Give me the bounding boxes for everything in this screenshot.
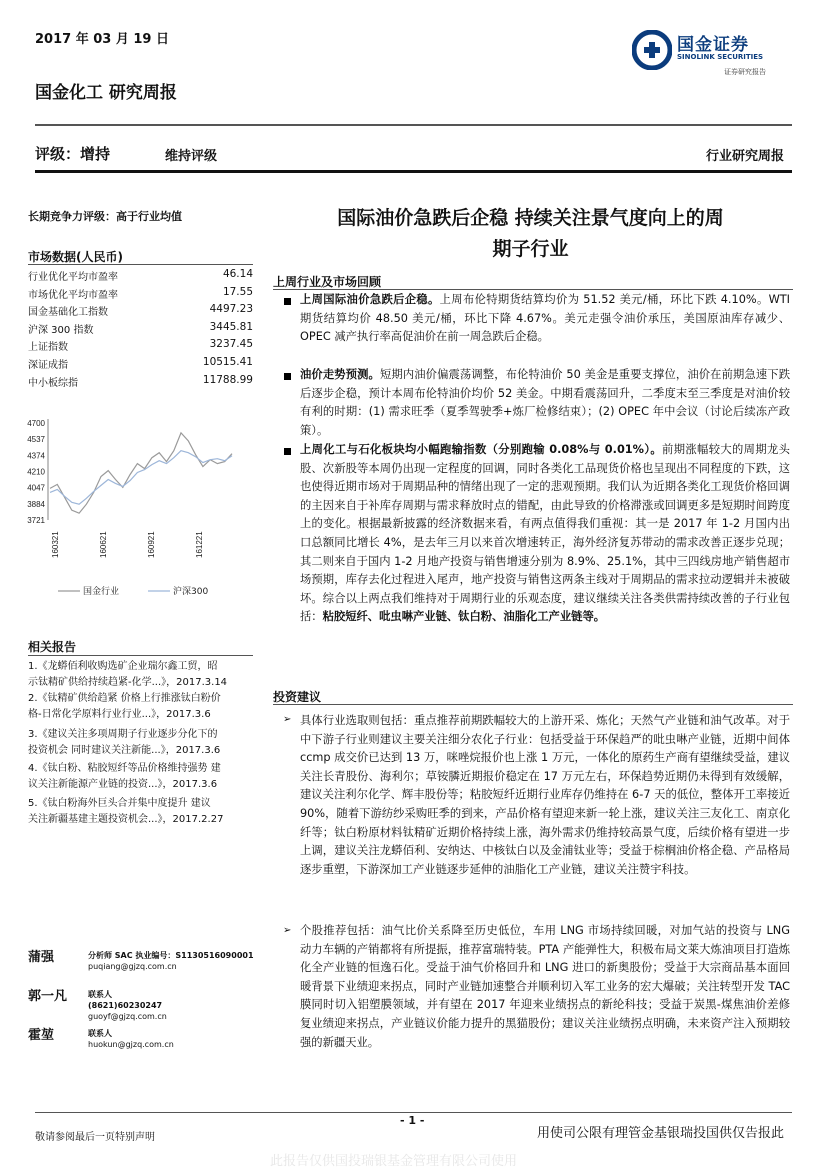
section-divider <box>273 704 793 705</box>
legend-label-hs300: 沪深300 <box>173 587 209 597</box>
x-tick-label: 160921 <box>147 531 156 558</box>
series-line-industry <box>50 433 232 513</box>
y-tick-label: 3721 <box>27 516 45 525</box>
related-report-item[interactable]: 1.《龙蟒佰利收购选矿企业瑞尔鑫工贸，昭 示钛精矿供给持续趋紧-化学...》，2017.3.14 <box>28 661 228 688</box>
market-data-divider <box>28 264 253 265</box>
market-row: 上证指数 3237.45 <box>28 338 253 354</box>
main-title: 国际油价急跌后企稳 持续关注景气度向上的周 期子行业 <box>337 207 724 260</box>
watermark-text: 此报告仅供国投瑞银基金管理有限公司使用 <box>270 1154 518 1169</box>
section-title-review: 上周行业及市场回顾 <box>273 275 382 289</box>
x-tick-label: 161221 <box>195 531 204 558</box>
sinolink-logo-icon <box>632 30 672 70</box>
rating-sub: 维持评级 <box>165 149 218 164</box>
y-tick-label: 3884 <box>27 499 45 509</box>
brand-name: 国金证券 <box>677 35 749 55</box>
x-tick-label: 160321 <box>51 531 60 558</box>
paragraph-oil-price: 上周国际油价急跌后企稳。上周布伦特期货结算均价为 51.52 美元/桶，环比下跌 4.10%。WTI 期货结算均价 48.50 美元/桶，环比下降 4.67%。美元走强令油价承压，美国原油库存减少、OPEC 减产执行率高促油价在前一周急跌后企稳。 <box>300 293 790 344</box>
report-type: 行业研究周报 <box>705 149 784 164</box>
series-line-hs300 <box>50 451 232 505</box>
y-tick-label: 4047 <box>27 483 45 493</box>
y-tick-label: 4700 <box>27 419 45 428</box>
header-divider-thick <box>35 170 792 173</box>
related-report-item[interactable]: 4.《钛白粉、粘胶短纤等品价格维持强势 建 议关注新能源产业链的投资...》，2017.3.6 <box>28 763 221 790</box>
market-row: 沪深 300 指数 3445.81 <box>28 320 253 336</box>
arrow-bullet-icon: ➢ <box>283 925 292 936</box>
related-report-item[interactable]: 2.《钛精矿供给趋紧 价格上行推涨钛白粉价 格-日常化学原料行业行业...》，2017.3.6 <box>28 693 221 720</box>
market-row: 国金基础化工指数 4497.23 <box>28 303 253 319</box>
y-tick-label: 4210 <box>27 467 45 477</box>
footer-divider <box>35 1112 792 1113</box>
related-divider <box>28 655 253 656</box>
legend-label-industry: 国金行业 <box>83 587 120 597</box>
y-tick-label: 4537 <box>27 435 45 445</box>
analyst-info: 联系人 (8621)60230247 guoyf@gjzq.com.cn <box>88 990 167 1021</box>
market-row: 深证成指 10515.41 <box>28 356 253 371</box>
analyst-info: 分析师 SAC 执业编号：S1130516090001 puqiang@gjzq.com.cn <box>88 951 254 971</box>
paragraph-sector-performance: 上周化工与石化板块均小幅跑输指数（分别跑输 0.08%与 0.01%）。前期涨幅较大的周期龙头股、次新股等本周仍出现一定程度的回调，同时各类化工品现货价格也呈现出不同程度的下跌，这也使得近期市场对于周期品种的情绪出现了一定的悲观预期。我们认为近期各类化工现货价格回调的主因来自于补库存周期与需求释放时点的错配，由此导致的价格滞涨或回调更多是短期时间跨度上的变化。根据最新披露的经济数据来看，有两点值得我们重视：其一是 2017 年 1-2 月国内出口总额同比增长 4%，是去年三月以来首次增速转正，海外经济复苏带动的需求改善正逐步兑现；其二则来自于国内 1-2 月地产投资与销售增速分别为 8.9%、25.1%，其中三四线房地产销售超市场预期，库存去化过程进入尾声，地产投资与销售这两条主线对于周期品的需求拉动逻辑并未被破坏。综合以上两点我们维持对于周期行业的乐观态度，建议继续关注各类供需持续改善的子行业包括：粘胶短纤、吡虫啉产业链、钛白粉、油脂化工产业链等。 <box>300 443 790 624</box>
market-row: 行业优化平均市盈率 46.14 <box>28 268 253 283</box>
bullet-icon <box>284 448 291 455</box>
disclaimer-note: 敬请参阅最后一页特别声明 <box>35 1132 155 1143</box>
bullet-icon <box>284 373 291 380</box>
paragraph-oil-forecast: 油价走势预测。短期内油价偏震荡调整，布伦特油价 50 美金是重要支撑位，油价在前期急速下跌后逐步企稳，预计本周布伦特油价均价 52 美金。中期看震荡回升，二季度末至三季度是对油价较有利的时期：(1) 需求旺季（夏季驾驶季+炼厂检修结束）；(2) OPEC 年中会议（讨论后续冻产政策）。 <box>300 368 790 437</box>
header-divider <box>35 124 792 126</box>
x-tick-label: 160621 <box>99 531 108 558</box>
report-date: 2017 年 03 月 19 日 <box>35 32 169 47</box>
long-term-rating: 长期竞争力评级：高于行业均值 <box>28 210 182 223</box>
paragraph-industry-picks: 具体行业选取则包括：重点推荐前期跌幅较大的上游开采、炼化；天然气产业链和油气改革。对于中下游子行业则建议主要关注细分农化子行业：包括受益于环保趋严的吡虫啉产业链，近期中间体 ccmp 成交价已达到 13 万，咪唑烷报价也上涨 1 万元，一体化的原药生产商有望继续受益，建议关注长青股份、海利尔；草铵膦近期报价稳定在 17 万元左右，环保趋势近期仍未得到有效缓解，建议关注利尔化学、辉丰股份等；粘胶短纤近期行业库存仍维持在 6-7 天的低位，整体开工率接近 90%，随着下游纺纱采购旺季的到来，产品价格有望迎来新一轮上涨，建议关注三友化工、南京化纤等；钛白粉原材料钛精矿近期价格持续上涨，海外需求仍维持较高景气度，后续价格有望进一步上调，建议关注龙蟒佰利、安纳达、中核钛白以及金浦钛业等；受益于棕榈油价格企稳、产品格局逐步重塑，下游深加工产业链逐步延伸的油脂化工产业链，建议关注赞宇科技。 <box>300 714 790 876</box>
brand-name-en: SINOLINK SECURITIES <box>677 53 764 61</box>
analyst-name: 蒲强 <box>28 950 55 965</box>
rating: 评级：增持 <box>35 145 111 163</box>
market-row: 市场优化平均市盈率 17.55 <box>28 285 253 301</box>
analyst-info: 联系人 huokun@gjzq.com.cn <box>88 1029 174 1049</box>
paragraph-stock-picks: 个股推荐包括：油气比价关系降至历史低位，车用 LNG 市场持续回暖，对加气站的投资与 LNG 动力车辆的产销都将有所提振，推荐富瑞特装。PTA 产能弹性大，积极布局文莱大炼油项目打造炼化全产业链的恒逸石化。受益于油气价格回升和 LNG 进口的新奥股份；受益于大宗商品基本面回暖背景下业绩迎来拐点，同时产业链加速整合并顺利切入军工业务的宏大爆破；关注转型开发 TAC 膜同时切入铝塑膜领域，并有望在 2017 年迎来业绩拐点的新纶科技；受益于炭黑-煤焦油价差修复业绩迎来拐点，产业链议价能力提升的黑猫股份；建议关注业绩拐点明确，未来资产注入预期较强的新疆天业。 <box>300 924 790 1049</box>
bullet-icon <box>284 298 291 305</box>
market-row: 中小板综指 11788.99 <box>28 373 253 389</box>
analyst-name: 霍堃 <box>28 1028 55 1043</box>
page-number: - 1 - <box>400 1114 425 1127</box>
y-tick-label: 4374 <box>27 451 45 461</box>
brand-subtitle: 证券研究报告 <box>724 68 766 76</box>
related-report-item[interactable]: 5.《钛白粉海外巨头合并集中度提升 建议 关注新疆基建主题投资机会...》，2017.2.27 <box>28 798 224 825</box>
section-title-advice: 投资建议 <box>273 690 322 704</box>
related-report-item[interactable]: 3.《建议关注多项周期子行业逐步分化下的 投资机会 同时建议关注新能...》，2017.3.6 <box>28 729 221 756</box>
related-reports-title: 相关报告 <box>28 640 77 654</box>
arrow-bullet-icon: ➢ <box>283 714 292 725</box>
market-data-title: 市场数据(人民币) <box>28 250 123 264</box>
section-divider <box>273 289 793 290</box>
analyst-name: 郭一凡 <box>28 989 68 1004</box>
report-title: 国金化工 研究周报 <box>35 83 177 103</box>
footer-usage-note: 用使司公限有理管金基银瑞投国供仅告报此 <box>536 1126 784 1141</box>
index-line-chart <box>20 410 260 610</box>
